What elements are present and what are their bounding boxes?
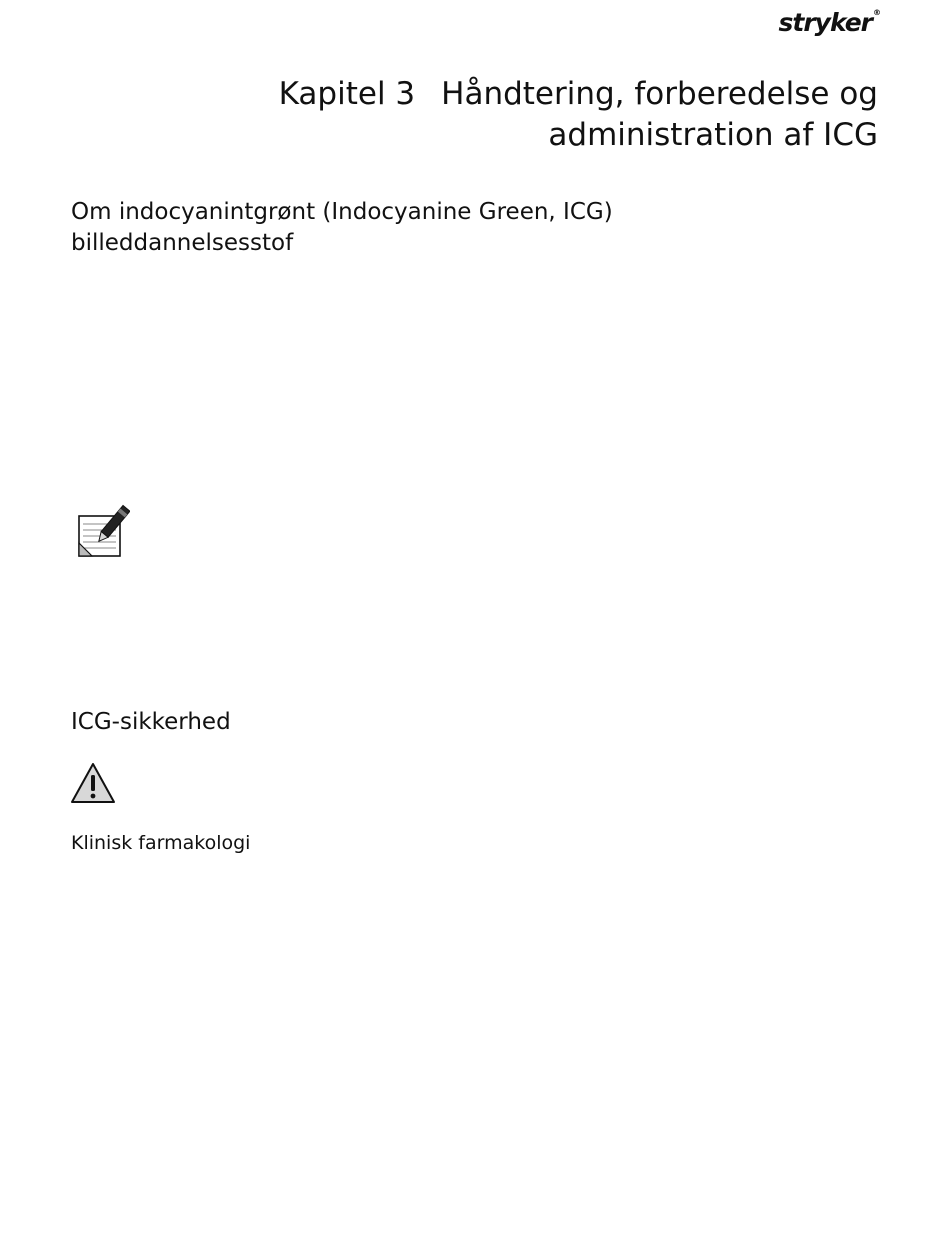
section-heading-icg-safety: ICG-sikkerhed xyxy=(71,709,231,735)
chapter-title xyxy=(78,74,878,156)
section-heading-about-icg: Om indocyanintgrønt (Indocyanine Green, ICG) billeddannelsesstof xyxy=(71,199,613,256)
chapter-title-line-1: Håndtering, forberedelse og xyxy=(441,76,878,112)
warning-triangle-icon xyxy=(70,762,116,804)
chapter-title-line-2: administration af ICG xyxy=(548,117,878,153)
note-pencil-icon xyxy=(76,504,130,560)
section-heading-clinical-pharmacology: Klinisk farmakologi xyxy=(71,832,251,854)
stryker-logo: stryker® xyxy=(778,8,880,37)
chapter-number: Kapitel 3 xyxy=(278,76,416,112)
